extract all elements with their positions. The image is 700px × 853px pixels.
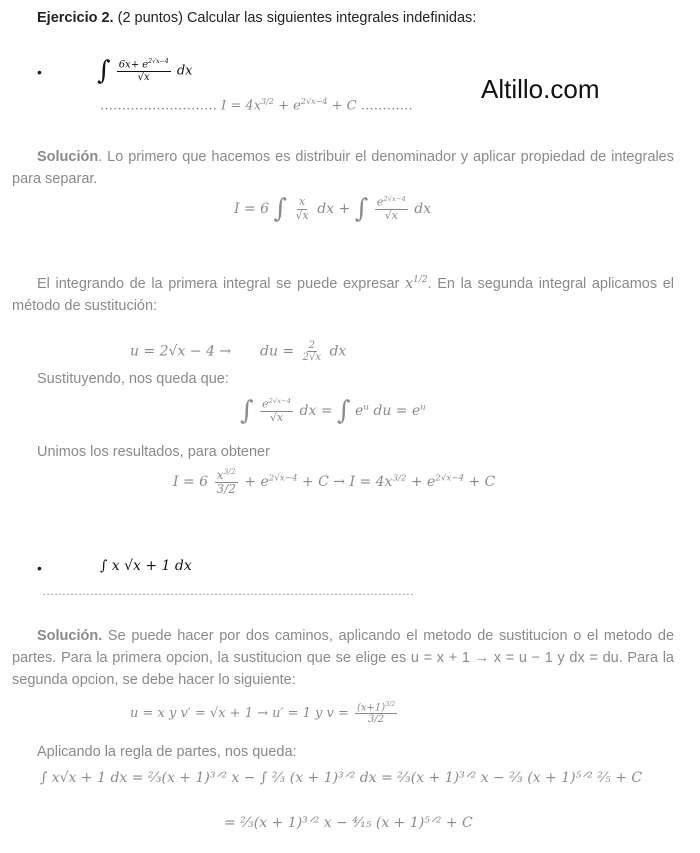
solution-1-para2: El integrando de la primera integral se puede expresar $x^{1/2}$. En la segunda integral aplicamos el método de sustitución: [12, 275, 675, 314]
bullet-2: • [37, 560, 42, 576]
dots-line-2: ………………………………………………………………………………… [42, 584, 414, 598]
exercise-points: (2 puntos) [117, 10, 183, 26]
answer-1: ……………………… $I = 4x^{3/2} + e^{2√x-4} + C$ ………… [100, 97, 413, 114]
parts-definition: u = x y v′ = √x + 1 → u′ = 1 y v = $\frac{(x+1)^{3/2}}{3/2}$ [130, 701, 396, 726]
unimos-text: Unimos los resultados, para obtener [37, 444, 270, 460]
integral-1 [97, 56, 192, 86]
final-result: I = 6 $\frac{x^{3/2}}{3/2}$ + $e^{2√x-4} + C \to I = 4x^{3/2} + e^{2√x-4} + C$ [173, 467, 496, 497]
exercise-header [37, 10, 476, 26]
watermark-logo: Altillo.com [481, 74, 600, 104]
aplicando-text: Aplicando la regla de partes, nos queda: [37, 744, 297, 760]
parts-result-line2: = ²⁄₃(x + 1)³ᐟ² x − ⁴⁄₁₅ (x + 1)⁵ᐟ² + C [224, 815, 473, 831]
solution-1-intro: Solución. Lo primero que hacemos es distribuir el denominador y aplicar propiedad de integrales para separar. [12, 149, 674, 187]
substitution-result: ∫ $\frac{e^{2√x-4}}{√x}$ dx = ∫ $e^u$ du = $e^u$ [240, 396, 426, 426]
sustituyendo-text: Sustituyendo, nos queda que: [37, 371, 229, 387]
integral-1-fraction: $\frac{6x+ e^{2√x-4}}{√x}$ [118, 58, 169, 83]
bullet-1: • [37, 64, 42, 80]
substitution-line: u = 2√x − 4 → du = $\frac{2}{2√x}$ dx [130, 340, 347, 363]
split-integrals: I = 6 ∫ $\frac{x}{√x}$ dx + ∫ $\frac{e^{2√x-4}}{√x}$ dx [234, 194, 432, 224]
exercise-number: Ejercicio 2. [37, 10, 114, 26]
integral-1-dx: dx [176, 63, 193, 79]
parts-result-line1: ∫ x√x + 1 dx = ²⁄₃(x + 1)³ᐟ² x − ∫ ²⁄₃ (x + 1)³ᐟ² dx = ²⁄₃(x + 1)³ᐟ² x − ²⁄₃ (x + 1)⁵ᐟ² ²⁄₅ + C [40, 770, 643, 786]
exercise-instruction: Calcular las siguientes integrales indefinidas: [186, 10, 477, 26]
solution-2-intro: Solución. Se puede hacer por dos caminos, aplicando el metodo de sustitucion o el metodo de partes. Para la primera opcion, la sustitucion que se elige es u = x + 1 → x = u − 1 y dx = du. Para la segunda opcion, se debe hacer lo siguiente: [12, 628, 675, 688]
integral-sign: ∫ [97, 56, 111, 86]
integral-2: ∫ x √x + 1 dx [100, 558, 192, 574]
